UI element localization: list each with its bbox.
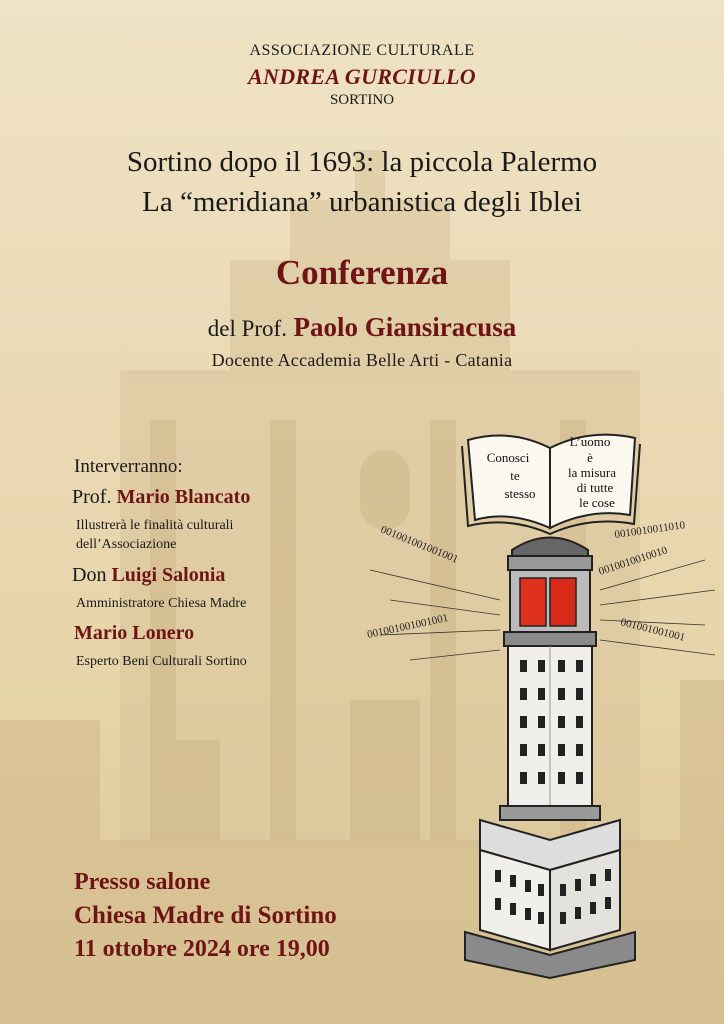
venue-line-2: Chiesa Madre di Sortino [74, 902, 337, 929]
book-right-line-2: è [587, 450, 593, 465]
participant-1-name [72, 486, 250, 509]
participant-3-name [74, 622, 194, 645]
binary-string-3: 001001001001001 [366, 612, 450, 641]
book-right-line-3: la misura [567, 465, 617, 480]
binary-string-5: 001001001001 [619, 616, 687, 644]
speaker-role: Docente Accademia Belle Arti - Catania [211, 350, 513, 370]
venue-line-1: Presso salone [74, 869, 211, 895]
association-place: SORTINO [329, 92, 395, 108]
association-label: ASSOCIAZIONE CULTURALE [249, 42, 475, 59]
book-right-line-5: le cose [579, 495, 615, 510]
participant-2-title: Don [72, 564, 107, 586]
participant-1-desc-1: Illustrerà le finalità culturali [76, 518, 234, 533]
title-line-1: Sortino dopo il 1693: la piccola Palermo [126, 146, 598, 178]
speaker-line [0, 312, 724, 343]
association-name: ANDREA GURCIULLO [248, 64, 476, 89]
speaker-prefix: del Prof. [207, 316, 287, 341]
participant-3-desc-1: Esperto Beni Culturali Sortino [76, 654, 247, 669]
book-left-line-3: stesso [504, 486, 536, 501]
participant-1-title: Prof. [72, 486, 112, 508]
binary-string-2: 0010010010010 [597, 544, 669, 578]
book-left-line-2: te [510, 468, 520, 483]
binary-string-1: 001001001001001 [378, 523, 460, 566]
participant-1-fullname: Mario Blancato [116, 486, 251, 508]
lighthouse-tower-illustration [350, 420, 724, 980]
participant-2-fullname: Luigi Salonia [111, 564, 226, 586]
event-date: 11 ottobre 2024 ore 19,00 [74, 936, 330, 962]
participant-3-fullname: Mario Lonero [74, 622, 195, 644]
book-right-line-4: di tutte [576, 480, 614, 495]
participant-2-name [72, 564, 225, 587]
participant-2-desc-1: Amministratore Chiesa Madre [76, 596, 247, 611]
participant-1-desc-2: dell’Associazione [76, 537, 177, 552]
book-left-line-1: Conosci [486, 450, 530, 465]
speaker-name: Paolo Giansiracusa [293, 312, 517, 342]
event-type: Conferenza [275, 253, 449, 292]
book-right-line-1: L’uomo [569, 434, 611, 449]
open-book-icon [462, 434, 640, 534]
participants-heading: Interverranno: [74, 456, 183, 477]
binary-string-4: 0010010011010 [613, 519, 686, 541]
title-line-2: La “meridiana” urbanistica degli Iblei [142, 186, 582, 218]
